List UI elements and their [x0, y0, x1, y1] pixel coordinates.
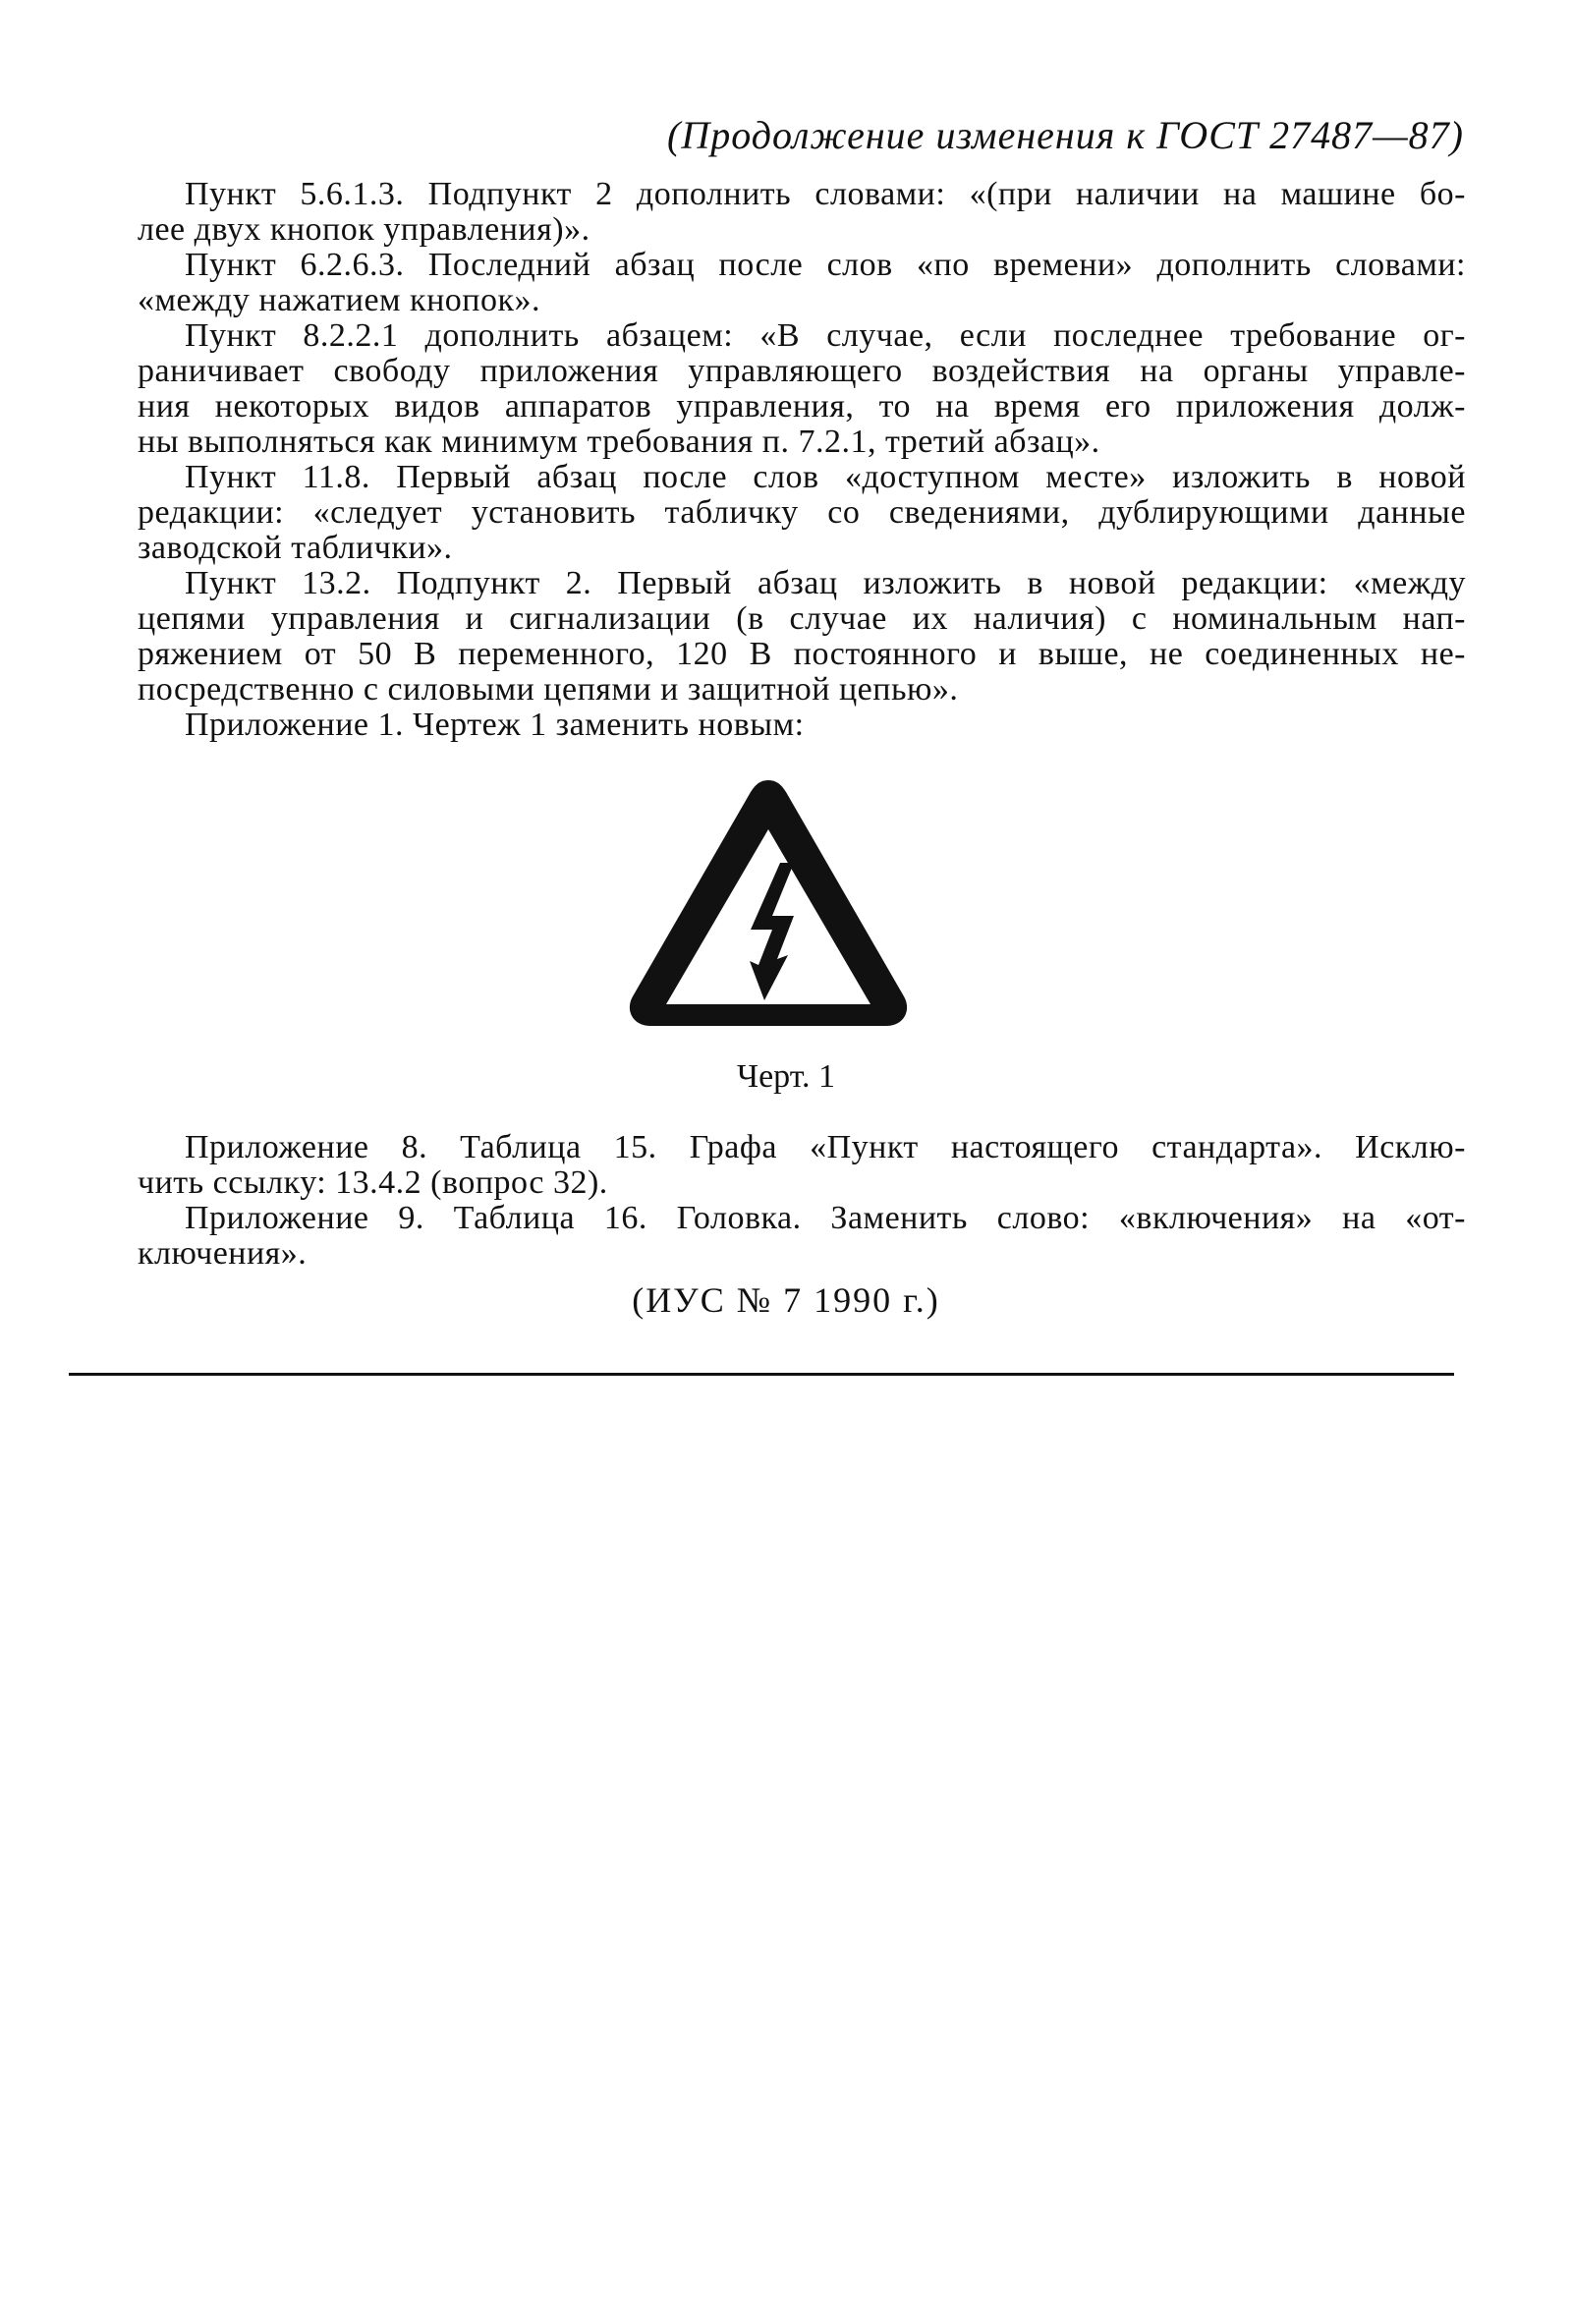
text-line: лее двух кнопок управления)». — [138, 211, 590, 248]
source-reference: (ИУС № 7 1990 г.) — [632, 1280, 940, 1320]
paragraph-appendix-1 — [138, 708, 1466, 743]
paragraph-8-2-2-1 — [138, 318, 1466, 460]
paragraph-11-8 — [138, 460, 1466, 566]
text-line: Пункт 8.2.2.1 дополнить абзацем: «В случае, если последнее требование ог- — [185, 317, 1466, 354]
text-line: Приложение 1. Чертеж 1 заменить новым: — [185, 707, 805, 743]
text-line: ключения». — [138, 1235, 308, 1272]
text-line: редакции: «следует установить табличку со сведениями, дублирующими данные — [138, 494, 1466, 531]
text-line: заводской таблички». — [138, 530, 453, 566]
text-line: ряжением от 50 В переменного, 120 В постоянного и выше, не соединенных не- — [138, 636, 1466, 672]
text-line: Пункт 11.8. Первый абзац после слов «доступном месте» изложить в новой — [185, 459, 1466, 495]
text-line: Пункт 6.2.6.3. Последний абзац после слов «по времени» дополнить словами: — [185, 247, 1466, 283]
figure-caption: Черт. 1 — [736, 1058, 836, 1095]
text-line: Приложение 9. Таблица 16. Головка. Заменить слово: «включения» на «от- — [185, 1200, 1466, 1236]
text-line: Пункт 13.2. Подпункт 2. Первый абзац изложить в новой редакции: «между — [185, 565, 1466, 601]
text-line: цепями управления и сигнализации (в случае их наличия) с номинальным нап- — [138, 600, 1466, 637]
horizontal-rule — [69, 1373, 1454, 1376]
text-line: ны выполняться как минимум требования п. 7.2.1, третий абзац». — [138, 424, 1100, 460]
paragraph-appendix-9 — [138, 1201, 1466, 1272]
text-line: раничивает свободу приложения управляющего воздействия на органы управле- — [138, 353, 1466, 389]
text-line: посредственно с силовыми цепями и защитной цепью». — [138, 671, 959, 708]
high-voltage-warning-icon — [621, 772, 916, 1038]
paragraph-6-2-6-3 — [138, 248, 1466, 318]
amendment-text-upper — [138, 177, 1466, 743]
text-line: ния некоторых видов аппаратов управления, то на время его приложения долж- — [138, 388, 1466, 425]
text-line: Пункт 5.6.1.3. Подпункт 2 дополнить словами: «(при наличии на машине бо- — [185, 176, 1466, 212]
text-line: «между нажатием кнопок». — [138, 282, 540, 318]
amendment-text-lower — [138, 1130, 1466, 1272]
text-line: чить ссылку: 13.4.2 (вопрос 32). — [138, 1164, 608, 1201]
paragraph-13-2 — [138, 566, 1466, 708]
text-line: Приложение 8. Таблица 15. Графа «Пункт настоящего стандарта». Исклю- — [185, 1129, 1466, 1165]
continuation-header: (Продолжение изменения к ГОСТ 27487—87) — [667, 113, 1464, 157]
paragraph-appendix-8 — [138, 1130, 1466, 1201]
paragraph-5-6-1-3 — [138, 177, 1466, 248]
